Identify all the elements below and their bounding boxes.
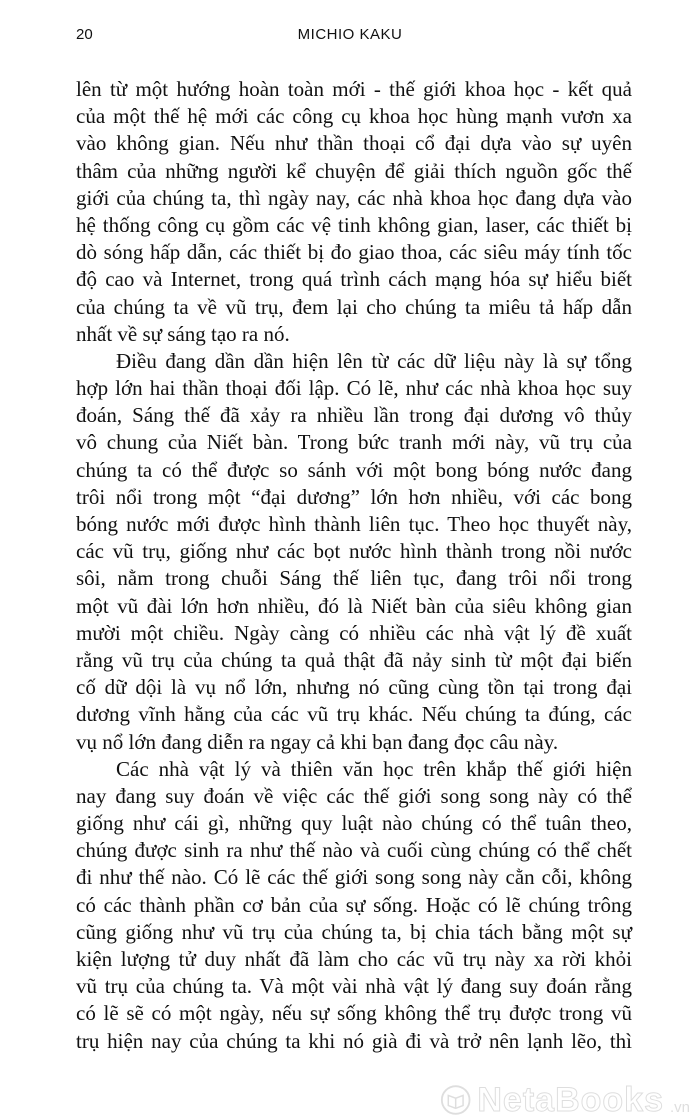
text-line: chúng ta có thể được so sánh với một bong bóng nước đang <box>76 457 632 482</box>
text-line: giới của chúng ta, thì ngày nay, các nhà khoa học đang dựa vào <box>76 185 632 210</box>
text-line: lên từ một hướng hoàn toàn mới - thế giới khoa học - kết quả <box>76 77 632 101</box>
text-line: thâm của những người kể chuyện để giải thích nguồn gốc thế <box>76 158 632 183</box>
page-header <box>0 26 700 50</box>
text-line: có các thành phần cơ bản của sự sống. Hoặc có lẽ chúng trông <box>76 892 632 917</box>
running-head-author: MICHIO KAKU <box>297 26 403 43</box>
text-line: độ cao và Internet, trong quá trình cách mạng hóa sự hiểu biết <box>76 267 632 292</box>
watermark <box>440 1080 690 1120</box>
text-line: đoán, Sáng thế đã xảy ra nhiều lần trong đại dương vô thủy <box>76 403 632 428</box>
text-line: mười một chiều. Ngày càng có nhiều các nhà vật lý đề xuất <box>76 620 632 645</box>
text-line: kiện lượng tử duy nhất đã làm cho các vũ trụ này xa rời khỏi <box>76 947 632 971</box>
watermark-brand: NetaBooks <box>477 1080 664 1119</box>
text-line: dương vĩnh hằng của các vũ trụ khác. Nếu chúng ta đúng, các <box>76 702 632 727</box>
text-line: giống như cái gì, những quy luật nào chúng có thể tuân theo, <box>76 811 632 836</box>
text-line: hợp lớn hai thần thoại đối lập. Có lẽ, như các nhà khoa học suy <box>76 376 632 401</box>
text-line: trôi nổi trong một “đại dương” lớn hơn nhiều, với các bong <box>76 484 632 509</box>
text-line: chúng được sinh ra như thế nào và cuối cùng chúng có thể chết <box>76 838 632 863</box>
text-line: nay đang suy đoán về việc các thế giới song song này có thể <box>76 783 632 808</box>
text-line: cũng giống như vũ trụ của chúng ta, bị chia tách bằng một sự <box>76 919 632 944</box>
text-line: vũ trụ của chúng ta. Và một vài nhà vật lý đang suy đoán rằng <box>76 974 632 999</box>
text-line: của chúng ta về vũ trụ, đem lại cho chúng ta miêu tả hấp dẫn <box>76 294 632 319</box>
text-line: một vũ đài lớn hơn nhiều, đó là Niết bàn của siêu không gian <box>76 593 632 618</box>
text-line: vô chung của Niết bàn. Trong bức tranh mới này, vũ trụ của <box>76 430 632 455</box>
paragraph-first-line: Điều đang dần dần hiện lên từ các dữ liệu này là sự tổng <box>116 348 632 373</box>
text-line: của một thế hệ mới các công cụ khoa học hùng mạnh vươn xa <box>76 104 632 129</box>
book-logo-icon <box>440 1083 471 1117</box>
text-line: cố dữ dội là vụ nổ lớn, nhưng nó cũng cùng tồn tại trong đại <box>76 675 632 700</box>
text-line: vào không gian. Nếu như thần thoại cổ đại dựa vào sự uyên <box>76 131 632 156</box>
body-text <box>76 76 632 1055</box>
text-line: hệ thống công cụ gồm các vệ tinh không gian, laser, các thiết bị <box>76 212 632 237</box>
text-line: rằng vũ trụ của chúng ta quả thật đã nảy sinh từ một đại biến <box>76 647 632 672</box>
text-line: vụ nổ lớn đang diễn ra ngay cả khi bạn đang đọc câu này. <box>76 729 559 754</box>
page-number: 20 <box>76 26 93 43</box>
paragraph-first-line: Các nhà vật lý và thiên văn học trên khắp thế giới hiện <box>116 756 632 781</box>
text-line: bóng nước mới được hình thành liên tục. Theo học thuyết này, <box>76 512 632 536</box>
text-line: dò sóng hấp dẫn, các thiết bị đo giao thoa, các siêu máy tính tốc <box>76 240 632 265</box>
text-line: các vũ trụ, giống như các bọt nước hình thành trong nồi nước <box>76 539 632 564</box>
text-line: đi như thế nào. Có lẽ các thế giới song song này cằn cỗi, không <box>76 865 632 890</box>
text-line: nhất về sự sáng tạo ra nó. <box>76 321 290 346</box>
text-line: sôi, nằm trong chuỗi Sáng thế liên tục, đang trôi nổi trong <box>76 566 632 591</box>
text-line: trụ hiện nay của chúng ta khi nó già đi và trở nên lạnh lẽo, thì <box>76 1028 632 1053</box>
watermark-suffix: .vn <box>669 1098 690 1116</box>
text-line: có lẽ sẽ có một ngày, nếu sự sống không thể trụ được trong vũ <box>76 1001 632 1026</box>
